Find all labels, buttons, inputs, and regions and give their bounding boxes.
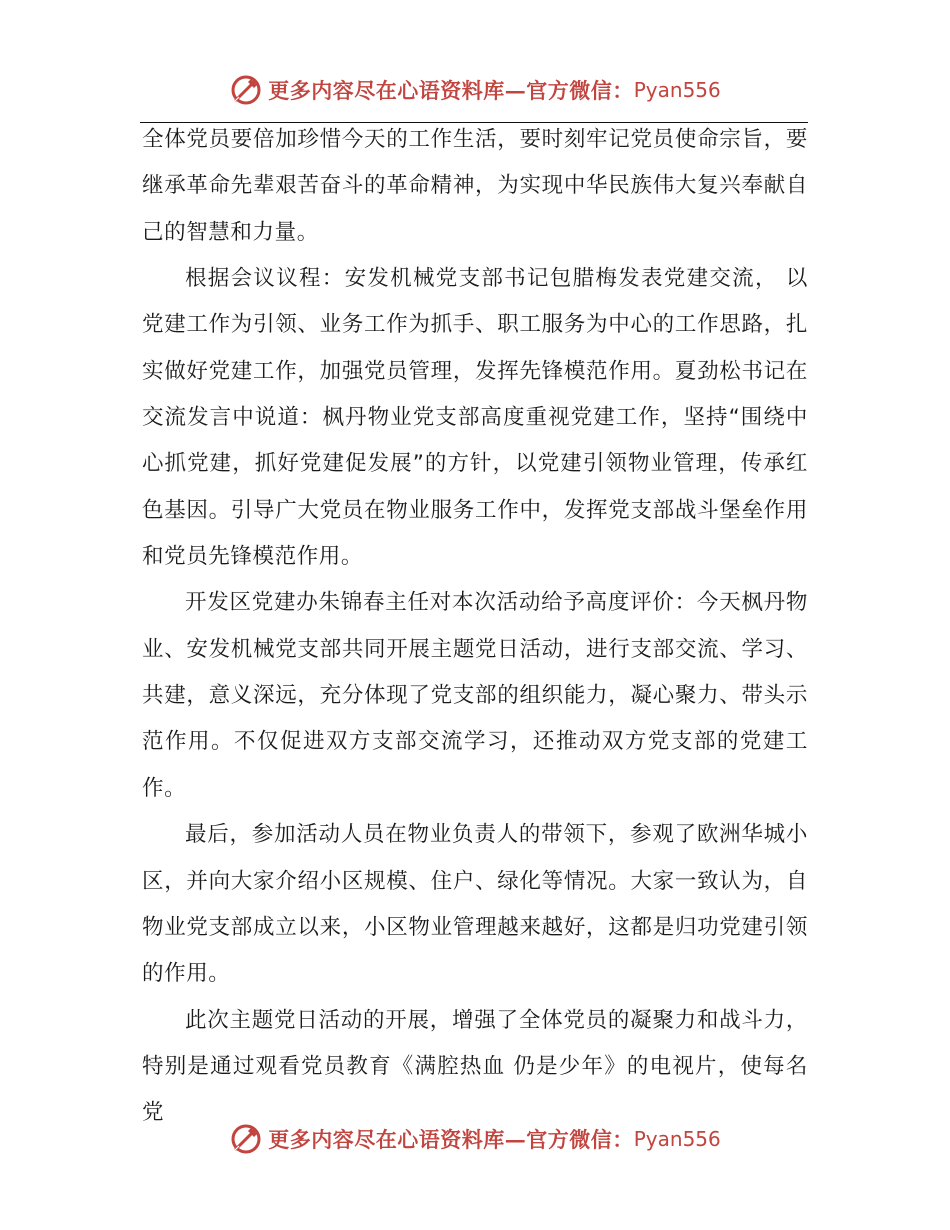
pen-logo-icon — [229, 73, 263, 107]
pen-logo-icon — [229, 1122, 263, 1156]
paragraph-3: 开发区党建办朱锦春主任对本次活动给予高度评价：今天枫丹物业、安发机械党支部共同开展主题党日活动，进行支部交流、学习、共建，意义深远，充分体现了党支部的组织能力，凝心聚力、带头示范作用。不仅促进双方支部交流学习，还推动双方党支部的党建工作。 — [142, 590, 808, 801]
paragraph-5: 此次主题党日活动的开展，增强了全体党员的凝聚力和战斗力，特别是通过观看党员教育《满腔热血 仍是少年》的电视片，使每名党 — [142, 1007, 808, 1126]
header-banner-text: 更多内容尽在心语资料库—官方微信： — [268, 78, 634, 103]
paragraph-2: 根据会议议程：安发机械党支部书记包腊梅发表党建交流， 以党建工作为引领、业务工作为抓手、职工服务为中心的工作思路，扎实做好党建工作，加强党员管理，发挥先锋模范作用。夏劲松书记在交流发言中说道：枫丹物业党支部高度重视党建工作，坚持“围绕中心抓党建，抓好党建促发展”的方针，以党建引领物业管理，传承红色基因。引导广大党员在物业服务工作中，发挥党支部战斗堡垒作用和党员先锋模范作用。 — [142, 266, 808, 570]
paragraph-1: 全体党员要倍加珍惜今天的工作生活，要时刻牢记党员使命宗旨，要继承革命先辈艰苦奋斗的革命精神，为实现中华民族伟大复兴奉献自己的智慧和力量。 — [142, 127, 808, 245]
header-wechat-id: Pyan556 — [633, 78, 721, 102]
footer-wechat-id: Pyan556 — [633, 1127, 721, 1151]
footer-banner-text: 更多内容尽在心语资料库—官方微信： — [268, 1127, 634, 1152]
document-body — [142, 117, 808, 1137]
footer-banner — [0, 1117, 950, 1161]
header-banner — [0, 68, 950, 112]
paragraph-4: 最后，参加活动人员在物业负责人的带领下，参观了欧洲华城小区，并向大家介绍小区规模、住户、绿化等情况。大家一致认为，自物业党支部成立以来，小区物业管理越来越好，这都是归功党建引领的作用。 — [142, 822, 808, 987]
